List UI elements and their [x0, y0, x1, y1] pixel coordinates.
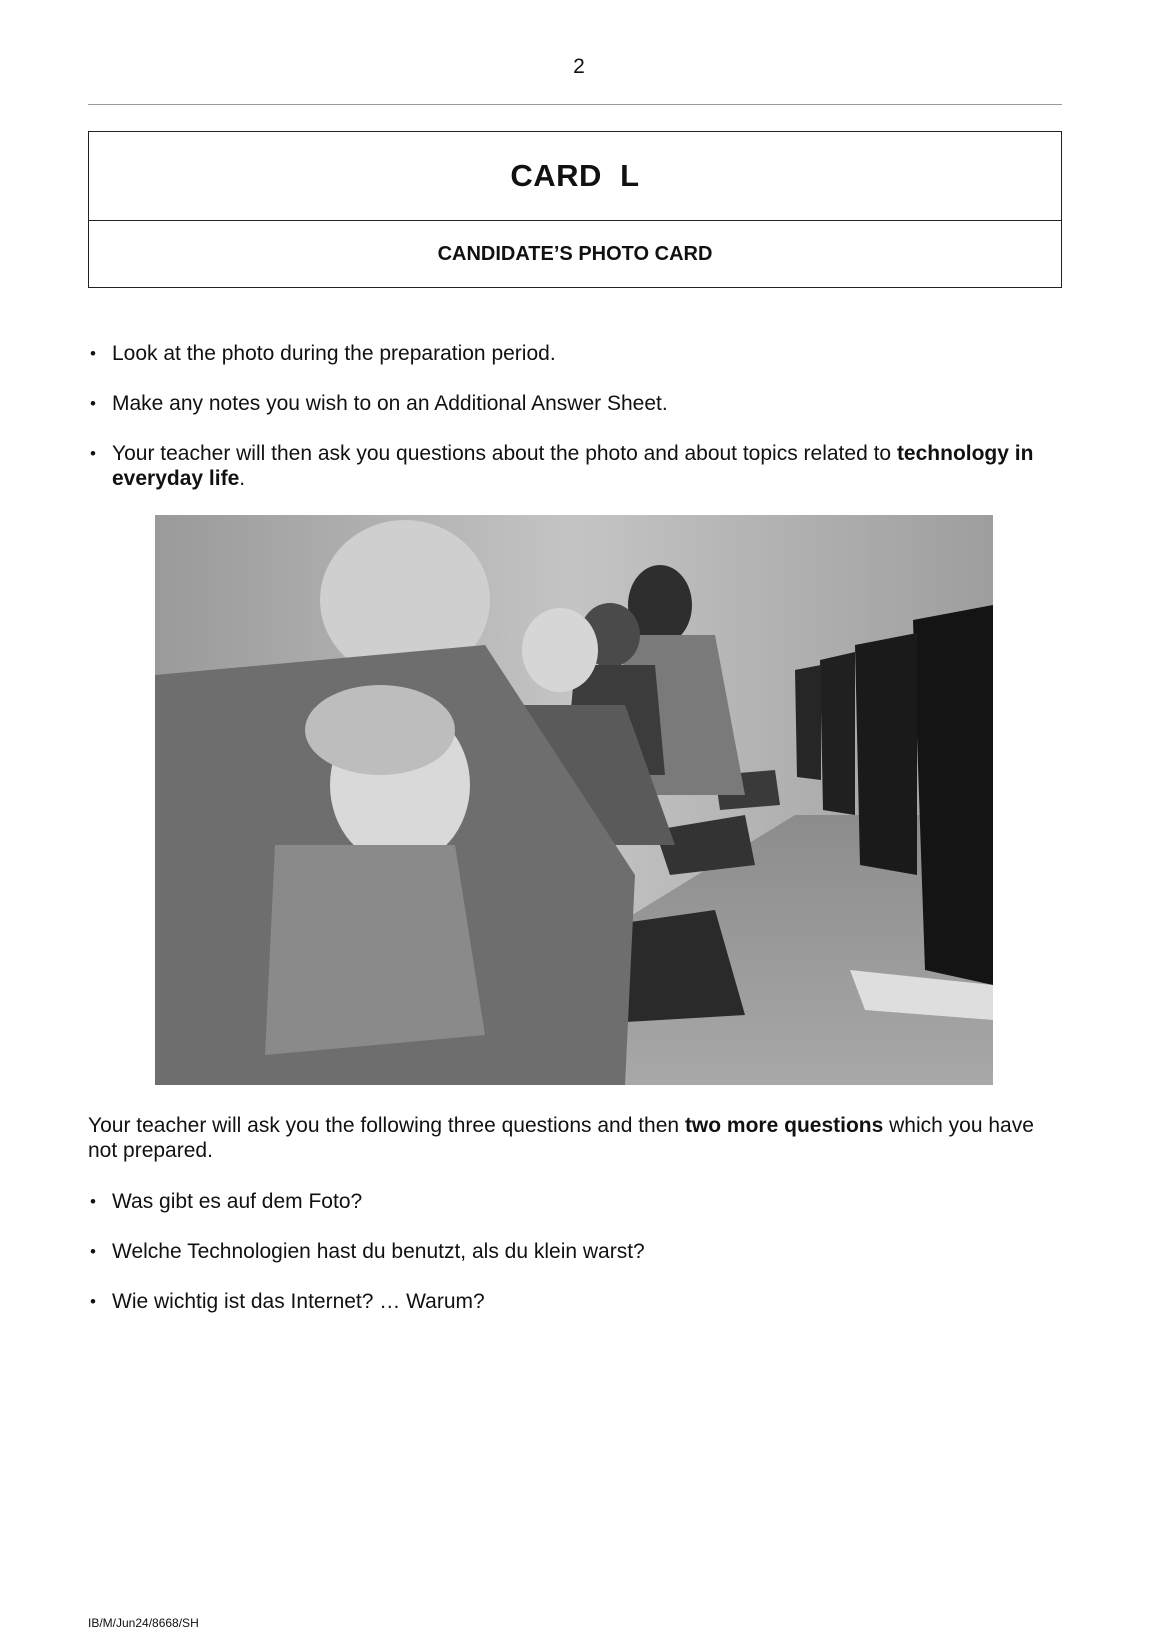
instruction-text: Look at the photo during the preparation period.	[112, 342, 556, 365]
question-text: Welche Technologien hast du benutzt, als du klein warst?	[112, 1240, 645, 1263]
question-item	[88, 1239, 1048, 1264]
question-text: Wie wichtig ist das Internet? … Warum?	[112, 1290, 485, 1313]
question-item	[88, 1289, 1048, 1314]
card-header-box	[88, 131, 1062, 288]
footer-code: IB/M/Jun24/8668/SH	[88, 1616, 199, 1630]
page-number: 2	[573, 55, 585, 78]
questions-intro	[88, 1113, 1048, 1163]
instruction-text: Make any notes you wish to on an Additional Answer Sheet.	[112, 392, 668, 415]
card-subtitle-row	[89, 221, 1061, 287]
card-subtitle: CANDIDATE’S PHOTO CARD	[437, 242, 713, 265]
question-text: Was gibt es auf dem Foto?	[112, 1190, 363, 1213]
instruction-item	[88, 341, 1048, 366]
photo-illustration	[155, 515, 993, 1085]
photo	[155, 515, 993, 1085]
instruction-list	[88, 341, 1048, 516]
header-rule	[88, 104, 1062, 105]
card-title-row	[89, 132, 1061, 221]
instruction-item	[88, 441, 1048, 491]
instruction-text: Your teacher will then ask you questions about the photo and about topics related to	[112, 442, 897, 465]
topic-emphasis: technology in everyday life	[112, 442, 1034, 490]
intro-end: which you have not prepared.	[88, 1114, 1034, 1162]
instruction-item	[88, 391, 1048, 416]
question-item	[88, 1189, 1048, 1214]
intro-emphasis: two more questions	[684, 1114, 884, 1137]
question-list	[88, 1189, 1048, 1339]
intro-text: Your teacher will ask you the following three questions and then	[88, 1114, 685, 1137]
card-title: CARD L	[510, 158, 640, 193]
instruction-end: .	[239, 467, 246, 490]
